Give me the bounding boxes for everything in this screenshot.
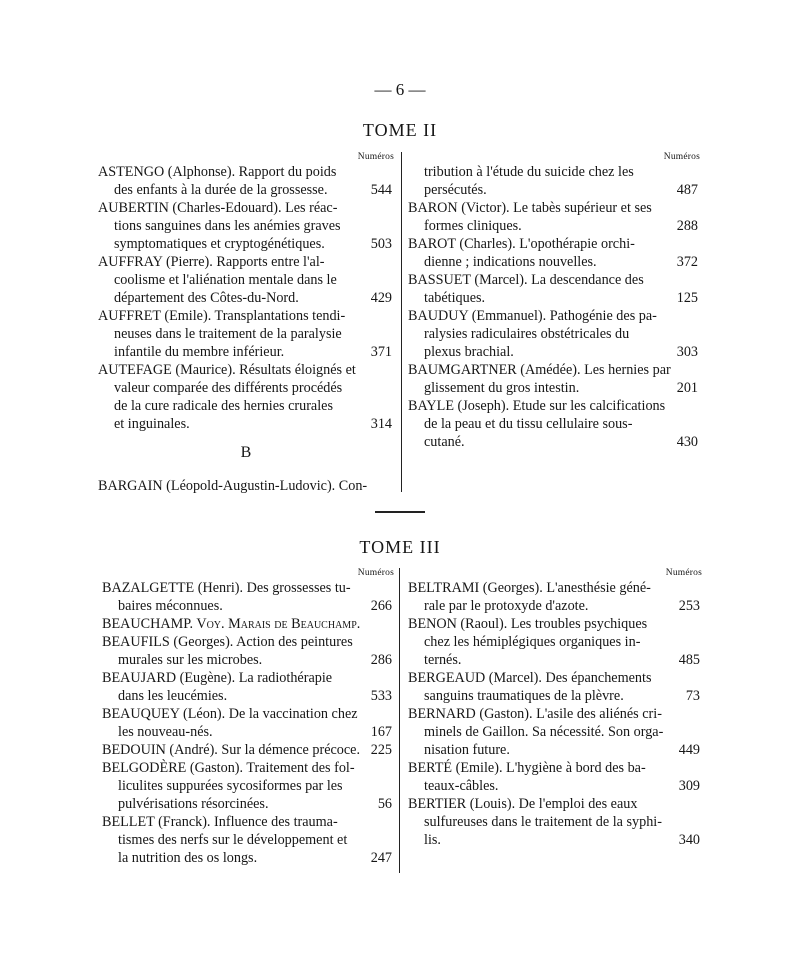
entry-text-line: tions sanguines dans les anémies graves bbox=[114, 218, 341, 234]
index-entry bbox=[102, 579, 394, 615]
entry-text-line: BEAUJARD (Eugène). La radiothérapie bbox=[102, 670, 333, 686]
entry-text-line: BAZALGETTE (Henri). Des grossesses tu- bbox=[102, 580, 351, 596]
index-entry bbox=[102, 813, 394, 867]
index-entry bbox=[102, 669, 394, 705]
entry-text-line: baires méconnues. bbox=[118, 598, 223, 614]
index-entry bbox=[408, 705, 702, 759]
entry-number: 286 bbox=[370, 652, 392, 668]
index-entry bbox=[102, 741, 394, 759]
entry-number: 247 bbox=[370, 850, 392, 866]
column-divider bbox=[399, 568, 400, 873]
tome-2-left-entries bbox=[98, 163, 394, 433]
entry-number: 449 bbox=[678, 742, 700, 758]
entry-number: 253 bbox=[678, 598, 700, 614]
tome-2-title: TOME II bbox=[362, 120, 438, 140]
entry-number: 225 bbox=[370, 742, 392, 758]
page-number: — 6 — bbox=[374, 80, 426, 99]
index-entry bbox=[102, 759, 394, 813]
tome-2-right-column bbox=[408, 152, 700, 451]
entry-text-line: BAUMGARTNER (Amédée). Les hernies par bbox=[408, 362, 671, 378]
index-entry bbox=[408, 759, 702, 795]
entry-text-line: glissement du gros intestin. bbox=[424, 380, 580, 396]
tome-3-right-entries bbox=[408, 579, 702, 849]
index-entry bbox=[408, 579, 702, 615]
entry-text-line: BASSUET (Marcel). La descendance des bbox=[408, 272, 644, 288]
entry-text-line: minels de Gaillon. Sa nécessité. Son orga- bbox=[424, 724, 664, 740]
entry-number: 533 bbox=[370, 688, 392, 704]
entry-text-line: coolisme et l'aliénation mentale dans le bbox=[114, 272, 337, 288]
entry-text-line: cutané. bbox=[424, 434, 465, 450]
index-entry bbox=[408, 397, 700, 451]
entry-text-line: liculites suppurées sycosiformes par les bbox=[118, 778, 343, 794]
entry-bargain: BARGAIN (Léopold-Augustin-Ludovic). Con- bbox=[98, 478, 368, 494]
entry-text-line: BAROT (Charles). L'opothérapie orchi- bbox=[408, 236, 635, 252]
entry-text-line: infantile du membre inférieur. bbox=[114, 344, 285, 360]
section-letter-b: B bbox=[240, 444, 252, 461]
entry-text-line: rale par le protoxyde d'azote. bbox=[424, 598, 589, 614]
entry-text-line: de la peau et du tissu cellulaire sous- bbox=[424, 416, 633, 432]
numeros-label: Numéros bbox=[357, 568, 394, 578]
entry-text-line: AUFFRAY (Pierre). Rapports entre l'al- bbox=[98, 254, 325, 270]
entry-number: 430 bbox=[676, 434, 698, 450]
entry-text-line: nisation future. bbox=[424, 742, 510, 758]
entry-text-line: dienne ; indications nouvelles. bbox=[424, 254, 597, 270]
entry-text-line: ralysies radiculaires obstétricales du bbox=[424, 326, 630, 342]
entry-number: 309 bbox=[678, 778, 700, 794]
entry-number: 485 bbox=[678, 652, 700, 668]
index-entry bbox=[102, 705, 394, 741]
entry-text-line: BENON (Raoul). Les troubles psychiques bbox=[408, 616, 648, 632]
entry-text-line: plexus brachial. bbox=[424, 344, 514, 360]
entry-number: 487 bbox=[676, 182, 698, 198]
entry-text-line: BEAUCHAMP. Voy. Marais de Beauchamp. bbox=[102, 616, 361, 632]
entry-text-line: BERNARD (Gaston). L'asile des aliénés cri- bbox=[408, 706, 662, 722]
entry-text-line: persécutés. bbox=[424, 182, 487, 198]
entry-text-line: BERTÉ (Emile). L'hygiène à bord des ba- bbox=[408, 760, 646, 776]
index-entry bbox=[98, 163, 394, 199]
entry-number: 266 bbox=[370, 598, 392, 614]
entry-text-line: formes cliniques. bbox=[424, 218, 522, 234]
entry-text-line: valeur comparée des différents procédés bbox=[114, 380, 343, 396]
entry-text-line: ternés. bbox=[424, 652, 462, 668]
entry-text-line: BEAUFILS (Georges). Action des peintures bbox=[102, 634, 353, 650]
index-entry bbox=[98, 307, 394, 361]
entry-number: 372 bbox=[676, 254, 698, 270]
section-separator bbox=[375, 511, 425, 513]
index-entry bbox=[102, 615, 394, 633]
entry-number: 429 bbox=[370, 290, 392, 306]
entry-text-line: BARON (Victor). Le tabès supérieur et ses bbox=[408, 200, 652, 216]
index-entry bbox=[408, 615, 702, 669]
entry-text-line: AUBERTIN (Charles-Edouard). Les réac- bbox=[98, 200, 338, 216]
entry-number: 340 bbox=[678, 832, 700, 848]
entry-text-line: des enfants à la durée de la grossesse. bbox=[114, 182, 328, 198]
entry-text-line: BELLET (Franck). Influence des trauma- bbox=[102, 814, 338, 830]
index-entry bbox=[98, 361, 394, 433]
numeros-label: Numéros bbox=[357, 152, 394, 162]
index-entry bbox=[408, 235, 700, 271]
tome-2-left-column bbox=[98, 152, 394, 495]
entry-number: 125 bbox=[676, 290, 698, 306]
numeros-label: Numéros bbox=[663, 152, 700, 162]
entry-text-line: BELGODÈRE (Gaston). Traitement des fol- bbox=[102, 760, 355, 776]
index-entry bbox=[408, 163, 700, 199]
entry-text-line: AUTEFAGE (Maurice). Résultats éloignés et bbox=[98, 362, 356, 378]
tome-3-left-column bbox=[102, 568, 394, 867]
index-entry bbox=[102, 633, 394, 669]
entry-text-line: chez les hémiplégiques organiques in- bbox=[424, 634, 641, 650]
tome-3-right-column bbox=[408, 568, 702, 849]
entry-text-line: teaux-câbles. bbox=[424, 778, 499, 794]
index-entry bbox=[408, 795, 702, 849]
entry-text-line: AUFFRET (Emile). Transplantations tendi- bbox=[98, 308, 346, 324]
entry-text-line: lis. bbox=[424, 832, 441, 848]
entry-text-line: pulvérisations résorcinées. bbox=[118, 796, 269, 812]
entry-number: 544 bbox=[370, 182, 392, 198]
entry-text-line: et inguinales. bbox=[114, 416, 190, 432]
entry-number: 314 bbox=[370, 416, 392, 432]
index-entry bbox=[98, 199, 394, 253]
entry-text-line: la nutrition des os longs. bbox=[118, 850, 258, 866]
entry-text-line: les nouveau-nés. bbox=[118, 724, 213, 740]
tome-2-right-entries bbox=[408, 163, 700, 451]
entry-text-line: tribution à l'étude du suicide chez les bbox=[424, 164, 634, 180]
index-entry bbox=[408, 271, 700, 307]
index-entry bbox=[408, 669, 702, 705]
entry-text-line: département des Côtes-du-Nord. bbox=[114, 290, 299, 306]
entry-text-line: dans les leucémies. bbox=[118, 688, 228, 704]
entry-text-line: sulfureuses dans le traitement de la syphi- bbox=[424, 814, 662, 830]
entry-number: 56 bbox=[377, 796, 392, 812]
entry-number: 288 bbox=[676, 218, 698, 234]
entry-number: 73 bbox=[685, 688, 700, 704]
entry-number: 371 bbox=[370, 344, 392, 360]
entry-number: 503 bbox=[370, 236, 392, 252]
entry-text-line: ASTENGO (Alphonse). Rapport du poids bbox=[98, 164, 337, 180]
entry-text-line: BERGEAUD (Marcel). Des épanchements bbox=[408, 670, 652, 686]
entry-text-line: BEDOUIN (André). Sur la démence précoce. bbox=[102, 742, 361, 758]
index-entry bbox=[408, 307, 700, 361]
tome-3-title: TOME III bbox=[359, 537, 441, 557]
entry-text-line: murales sur les microbes. bbox=[118, 652, 263, 668]
index-entry bbox=[408, 361, 700, 397]
numeros-label: Numéros bbox=[665, 568, 702, 578]
entry-text-line: BEAUQUEY (Léon). De la vaccination chez bbox=[102, 706, 358, 722]
index-entry bbox=[98, 253, 394, 307]
entry-text-line: BAYLE (Joseph). Etude sur les calcifications bbox=[408, 398, 666, 414]
entry-text-line: BAUDUY (Emmanuel). Pathogénie des pa- bbox=[408, 308, 657, 324]
entry-text-line: tismes des nerfs sur le développement et bbox=[118, 832, 348, 848]
tome-3-left-entries bbox=[102, 579, 394, 867]
entry-number: 167 bbox=[370, 724, 392, 740]
entry-text-line: symptomatiques et cryptogénétiques. bbox=[114, 236, 325, 252]
entry-text-line: BELTRAMI (Georges). L'anesthésie géné- bbox=[408, 580, 651, 596]
entry-number: 201 bbox=[676, 380, 698, 396]
index-entry bbox=[408, 199, 700, 235]
entry-text-line: BERTIER (Louis). De l'emploi des eaux bbox=[408, 796, 638, 812]
entry-text-line: neuses dans le traitement de la paralysie bbox=[114, 326, 342, 342]
entry-text-line: de la cure radicale des hernies crurales bbox=[114, 398, 333, 414]
entry-number: 303 bbox=[676, 344, 698, 360]
entry-text-line: tabétiques. bbox=[424, 290, 486, 306]
column-divider bbox=[401, 152, 402, 492]
entry-text-line: sanguins traumatiques de la plèvre. bbox=[424, 688, 624, 704]
